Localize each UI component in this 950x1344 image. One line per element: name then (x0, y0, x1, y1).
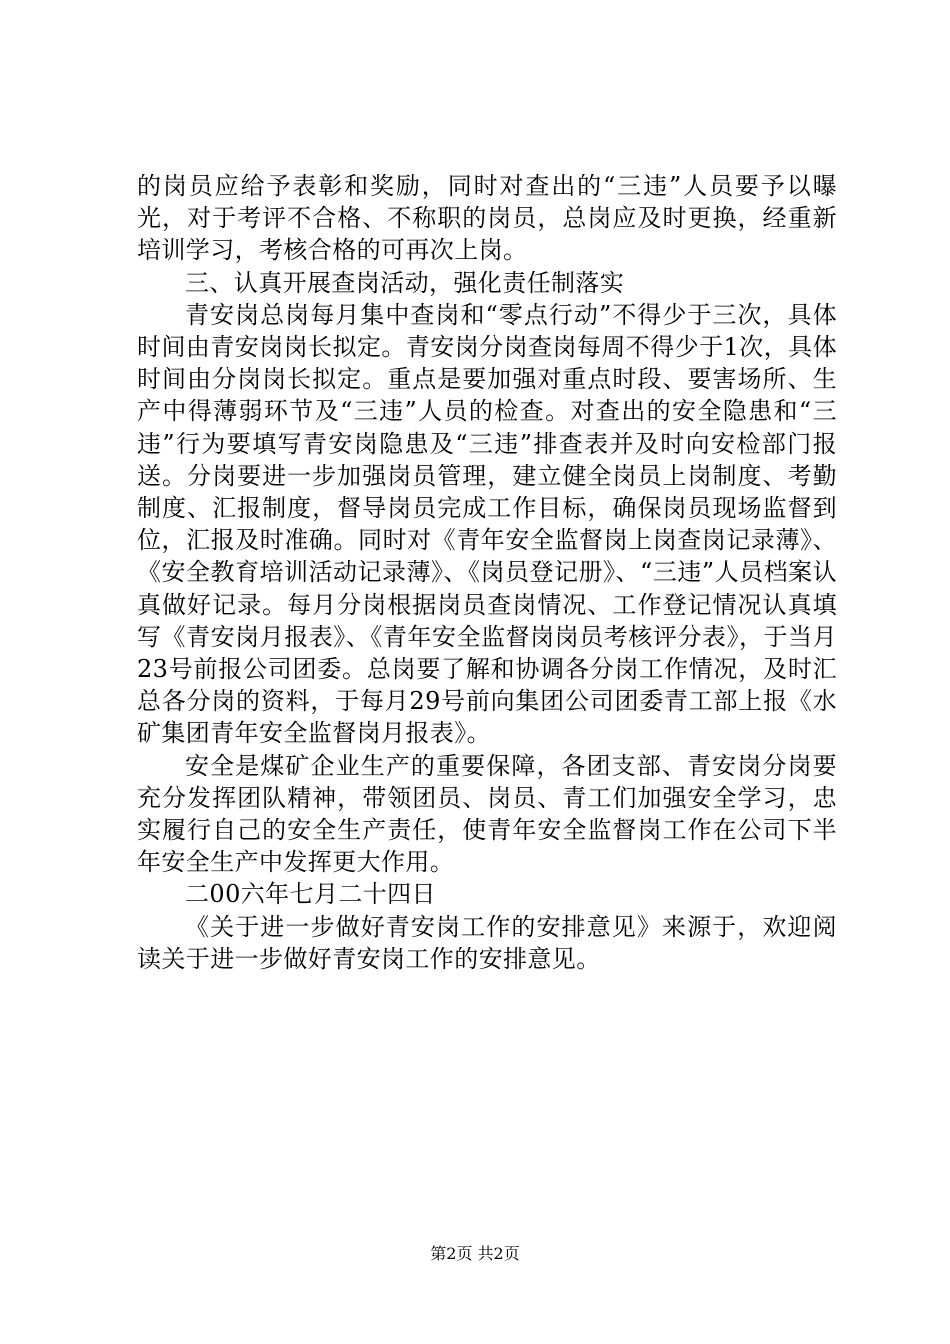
document-body (137, 170, 837, 975)
paragraph-continuation: 的岗员应给予表彰和奖励，同时对查出的“三违”人员要予以曝光，对于考评不合格、不称职的岗员，总岗应及时更换，经重新培训学习，考核合格的可再次上岗。 (137, 172, 837, 265)
section-heading: 三、认真开展查岗活动，强化责任制落实 (185, 268, 625, 297)
paragraph-conclusion: 安全是煤矿企业生产的重要保障，各团支部、青安岗分岗要充分发挥团队精神，带领团员、岗员、青工们加强安全学习，忠实履行自己的安全生产责任，使青年安全监督岗工作在公司下半年安全生产中发挥更大作用。 (137, 751, 837, 877)
paragraph-inspection: 青安岗总岗每月集中查岗和“零点行动”不得少于三次，具体时间由青安岗岗长拟定。青安岗分岗查岗每周不得少于1次，具体时间由分岗岗长拟定。重点是要加强对重点时段、要害场所、生产中得薄弱环节及“三违”人员的检查。对查出的安全隐患和“三违”行为要填写青安岗隐患及“三违”排查表并及时向安检部门报送。分岗要进一步加强岗员管理，建立健全岗员上岗制度、考勤制度、汇报制度，督导岗员完成工作目标，确保岗员现场监督到位，汇报及时准确。同时对《青年安全监督岗上岗查岗记录薄》、《安全教育培训活动记录薄》、《岗员登记册》、“三违”人员档案认真做好记录。每月分岗根据岗员查岗情况、工作登记情况认真填写《青安岗月报表》、《青年安全监督岗岗员考核评分表》，于当月23号前报公司团委。总岗要了解和协调各分岗工作情况，及时汇总各分岗的资料，于每月29号前向集团公司团委青工部上报《水矿集团青年安全监督岗月报表》。 (137, 300, 837, 748)
paragraph-source-note: 《关于进一步做好青安岗工作的安排意见》来源于，欢迎阅读关于进一步做好青安岗工作的安排意见。 (137, 912, 837, 973)
page-number-footer: 第2页 共2页 (430, 1244, 520, 1263)
document-date: 二00六年七月二十四日 (185, 880, 436, 909)
